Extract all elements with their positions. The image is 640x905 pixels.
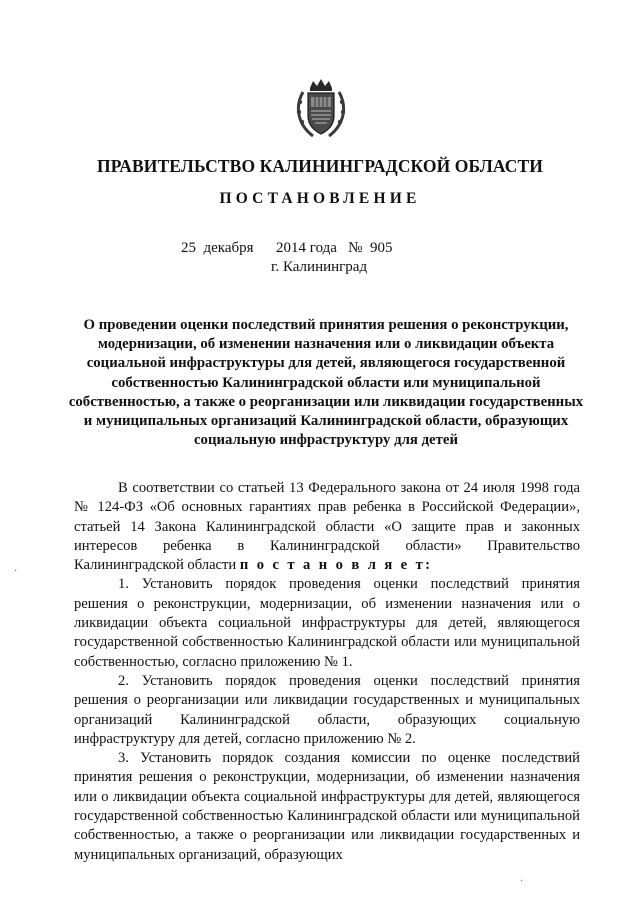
item-2-paragraph: 2. Установить порядок проведения оценки последствий принятия решения о реорганизации или ликвидации государственных и муниципальных организаций Калининградской области, образующих социальную инфраструктуру для детей, согласно приложению № 2. <box>74 672 580 747</box>
document-city: г. Калининград <box>271 259 368 275</box>
item-3-paragraph: 3. Установить порядок создания комиссии по оценке последствий принятия решения о реконструкции, модернизации, об изменении назначения или о ликвидации объекта социальной инфраструктуры для детей, являющегося государственной собственностью Калининградской области или муниципальной собственностью, а также о реорганизации или ликвидации государственных и муниципальных организаций, образующих <box>74 750 580 863</box>
document-date-number: 25 декабря 2014 года № 905 <box>181 240 393 256</box>
coat-of-arms-icon <box>293 78 349 140</box>
preamble-text: В соответствии со статьей 13 Федерального закона от 24 июля 1998 года № 124-ФЗ «Об основных гарантиях прав ребенка в Российской Федерации», статьей 14 Закона Калининградской области «О защите прав и законных интересов ребенка в Калининградской области» Правительство Калининградской области <box>74 480 580 574</box>
issuing-authority: ПРАВИТЕЛЬСТВО КАЛИНИНГРАДСКОЙ ОБЛАСТИ <box>97 156 543 176</box>
item-1-paragraph: 1. Установить порядок проведения оценки последствий принятия решения о реконструкции, модернизации, об изменении назначения или о ликвидации объекта социальной инфраструктуры для детей, являющегося государственной собственностью Калининградской области или муниципальной собственностью, согласно приложению № 1. <box>74 576 580 670</box>
document-title: О проведении оценки последствий принятия решения о реконструкции, модернизации, об изменении назначения или о ликвидации объекта социальной инфраструктуры для детей, являющегося государственной собственностью Калининградской области или муниципальной собственностью, а также о реорганизации или ликвидации государственных и муниципальных организаций Калининградской области, образующих социальную инфраструктуру для детей <box>68 317 584 449</box>
document-type: ПОСТАНОВЛЕНИЕ <box>219 190 421 207</box>
resolves-word: п о с т а н о в л я е т: <box>239 557 433 574</box>
scan-mark: · <box>520 876 524 887</box>
preamble-paragraph <box>74 479 580 575</box>
scan-mark: · <box>14 566 18 577</box>
document-body <box>74 479 580 865</box>
